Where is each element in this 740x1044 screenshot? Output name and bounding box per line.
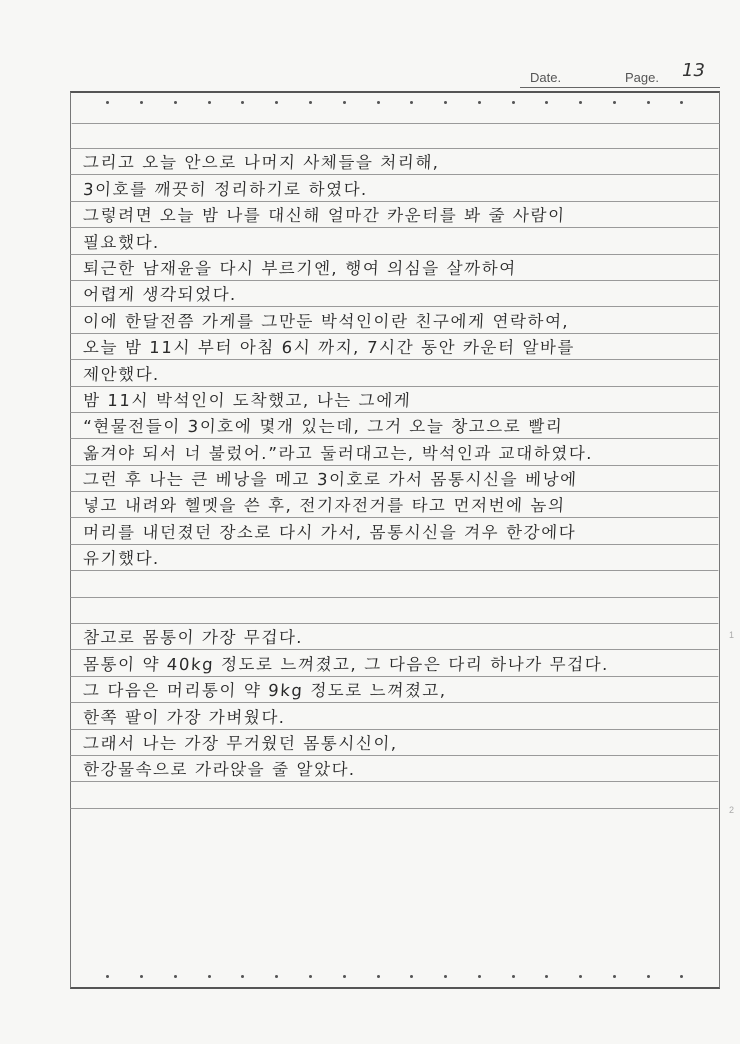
text-line bbox=[70, 572, 719, 598]
text-line: 몸통이 약 40kg 정도로 느껴졌고, 그 다음은 다리 하나가 무겁다. bbox=[70, 651, 719, 677]
page-number: 13 bbox=[682, 60, 705, 81]
text-line bbox=[70, 598, 719, 624]
text-line: 필요했다. bbox=[70, 229, 719, 255]
text-line bbox=[70, 123, 719, 149]
text-line: 이에 한달전쯤 가게를 그만둔 박석인이란 친구에게 연락하여, bbox=[70, 308, 719, 334]
text-line: 한강물속으로 가라앉을 줄 알았다. bbox=[70, 756, 719, 782]
text-line bbox=[70, 783, 719, 809]
text-line: 3이호를 깨끗히 정리하기로 하였다. bbox=[70, 176, 719, 202]
text-line: 그래서 나는 가장 무거웠던 몸통시신이, bbox=[70, 730, 719, 756]
text-line: 옮겨야 되서 너 불렀어.”라고 둘러대고는, 박석인과 교대하였다. bbox=[70, 440, 719, 466]
text-line: 퇴근한 남재윤을 다시 부르기엔, 행여 의심을 살까하여 bbox=[70, 255, 719, 281]
date-label: Date. bbox=[530, 70, 562, 85]
text-line: 오늘 밤 11시 부터 아침 6시 까지, 7시간 동안 카운터 알바를 bbox=[70, 334, 719, 360]
text-line: 어렵게 생각되었다. bbox=[70, 281, 719, 307]
bottom-dot-row bbox=[71, 969, 719, 983]
margin-mark-1: 1 bbox=[729, 630, 735, 640]
ruled-area bbox=[70, 91, 720, 989]
text-line: 참고로 몸통이 가장 무겁다. bbox=[70, 624, 719, 650]
margin-mark-2: 2 bbox=[729, 805, 735, 815]
handwritten-lines bbox=[71, 123, 719, 809]
page-header bbox=[520, 62, 720, 90]
text-line: 그리고 오늘 안으로 나머지 사체들을 처리해, bbox=[70, 149, 719, 175]
top-dot-row bbox=[71, 95, 719, 109]
text-line: 유기했다. bbox=[70, 545, 719, 571]
text-line: 밤 11시 박석인이 도착했고, 나는 그에게 bbox=[70, 387, 719, 413]
text-line: 제안했다. bbox=[70, 361, 719, 387]
text-line: “현물전들이 3이호에 몇개 있는데, 그거 오늘 창고으로 빨리 bbox=[70, 413, 719, 439]
text-line: 그런 후 나는 큰 베낭을 메고 3이호로 가서 몸통시신을 베낭에 bbox=[70, 466, 719, 492]
text-line: 그렇려면 오늘 밤 나를 대신해 얼마간 카운터를 봐 줄 사람이 bbox=[70, 202, 719, 228]
page-label: Page. bbox=[625, 70, 659, 85]
text-line: 한쪽 팔이 가장 가벼웠다. bbox=[70, 704, 719, 730]
text-line: 그 다음은 머리통이 약 9kg 정도로 느껴졌고, bbox=[70, 677, 719, 703]
text-line: 넣고 내려와 헬멧을 쓴 후, 전기자전거를 타고 먼저번에 놈의 bbox=[70, 492, 719, 518]
text-line: 머리를 내던졌던 장소로 다시 가서, 몸통시신을 겨우 한강에다 bbox=[70, 519, 719, 545]
header-rule bbox=[520, 87, 720, 88]
